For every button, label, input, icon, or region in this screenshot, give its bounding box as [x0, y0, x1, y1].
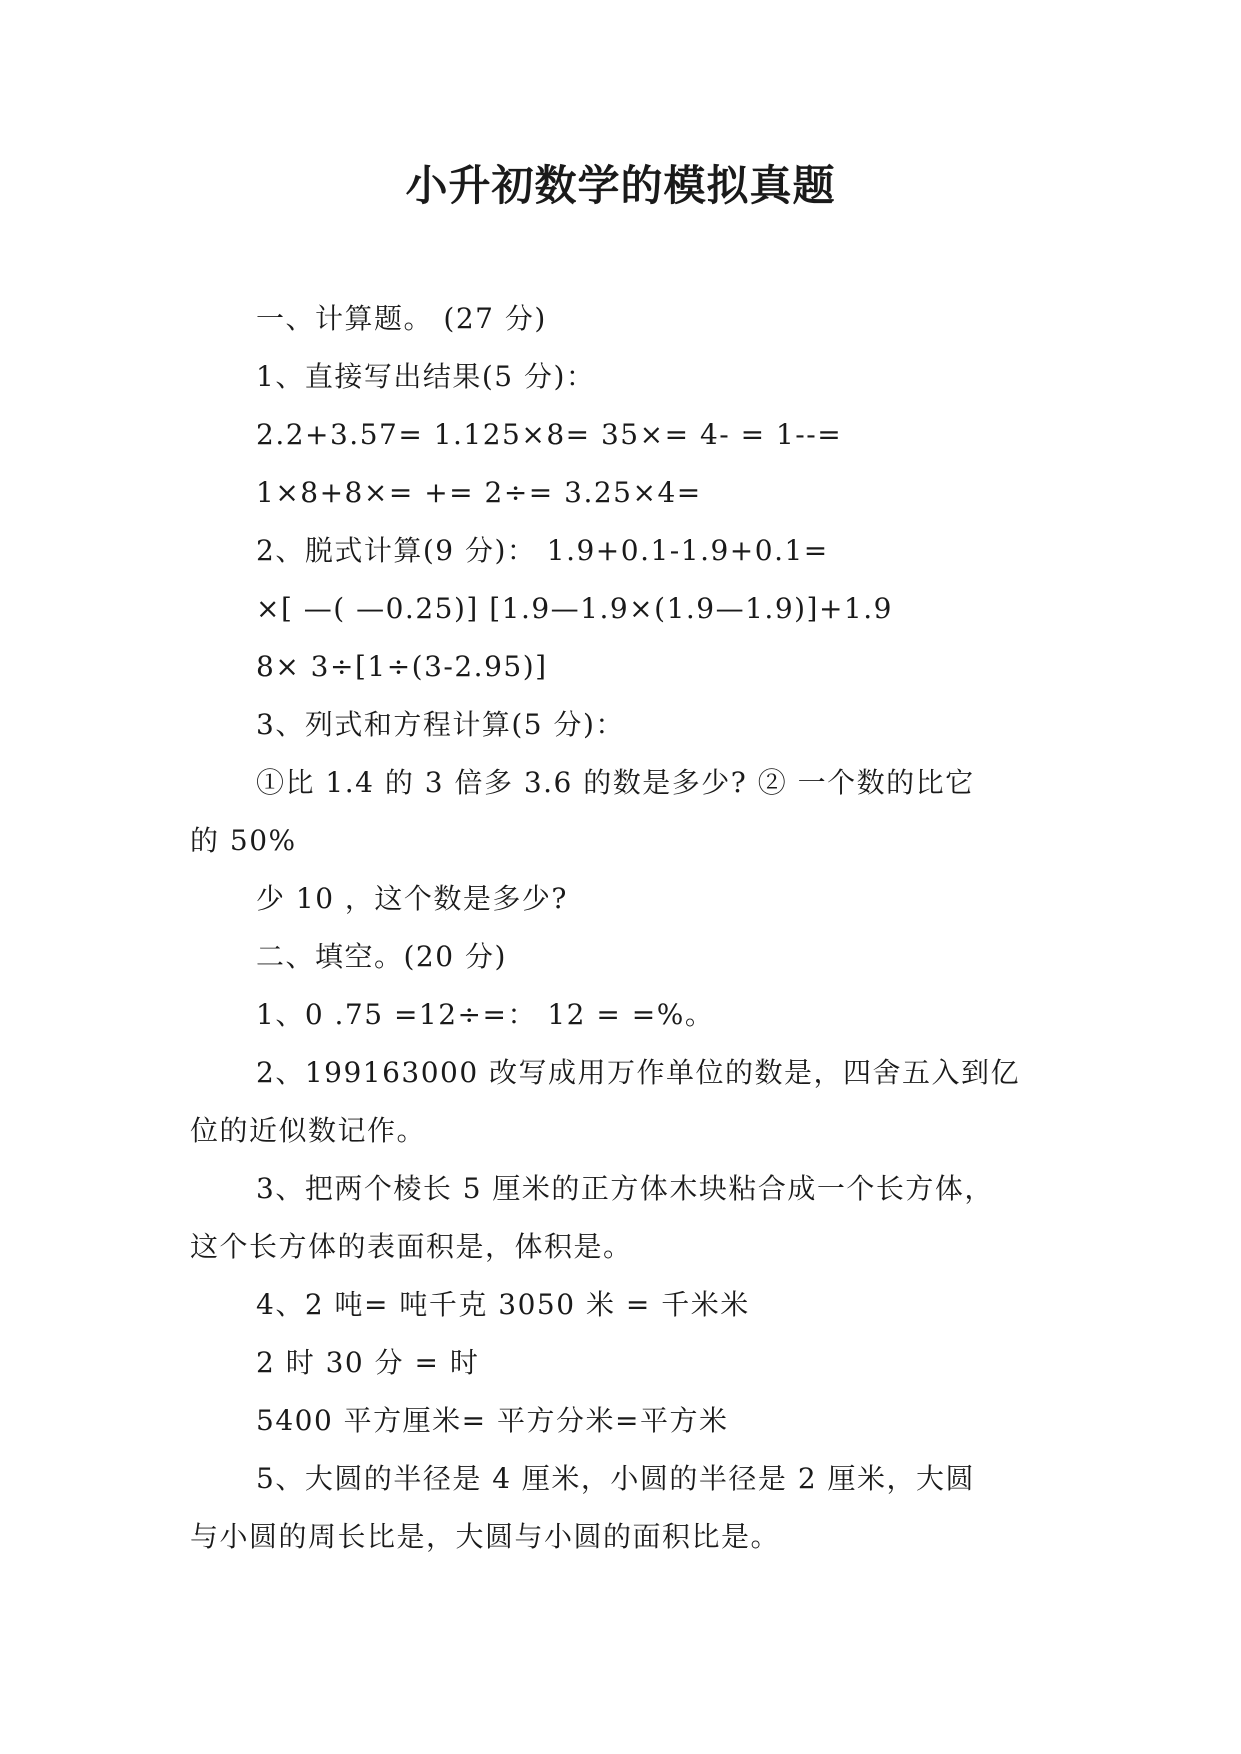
text-line: 与小圆的周长比是，大圆与小圆的面积比是。 — [190, 1520, 781, 1553]
text-line: 二、填空。(20 分) — [256, 940, 507, 973]
text-line: 1×8+8×= += 2÷= 3.25×4= — [256, 476, 702, 509]
text-line: 2、脱式计算(9 分)： 1.9+0.1-1.9+0.1= — [256, 534, 829, 567]
document-body — [190, 290, 1060, 1566]
text-line: 2.2+3.57= 1.125×8= 35×= 4- = 1--= — [256, 418, 843, 451]
text-line: 的 50% — [190, 824, 297, 857]
text-line: 4、2 吨= 吨千克 3050 米 = 千米米 — [256, 1288, 750, 1321]
text-line: 这个长方体的表面积是，体积是。 — [190, 1230, 633, 1263]
text-line: 2、199163000 改写成用万作单位的数是，四舍五入到亿 — [256, 1056, 1021, 1089]
text-line: 3、把两个棱长 5 厘米的正方体木块粘合成一个长方体， — [256, 1172, 994, 1205]
text-line: 少 10 ，这个数是多少? — [256, 882, 568, 915]
text-line: 3、列式和方程计算(5 分)： — [256, 708, 625, 741]
text-line: 1、直接写出结果(5 分)： — [256, 360, 596, 393]
text-line: ×[ —( —0.25)] [1.9—1.9×(1.9—1.9)]+1.9 — [256, 592, 893, 625]
text-line: 5400 平方厘米= 平方分米=平方米 — [256, 1404, 729, 1437]
text-line: 一、计算题。 (27 分) — [256, 302, 547, 335]
text-line: 1、0 .75 =12÷=： 12 = =%。 — [256, 998, 715, 1031]
text-line: ①比 1.4 的 3 倍多 3.6 的数是多少? ② 一个数的比它 — [256, 766, 975, 799]
text-line: 2 时 30 分 = 时 — [256, 1346, 480, 1379]
document-title: 小升初数学的模拟真题 — [405, 161, 836, 210]
text-line: 位的近似数记作。 — [190, 1114, 427, 1147]
text-line: 5、大圆的半径是 4 厘米，小圆的半径是 2 厘米，大圆 — [256, 1462, 976, 1495]
text-line: 8× 3÷[1÷(3-2.95)] — [256, 650, 548, 683]
